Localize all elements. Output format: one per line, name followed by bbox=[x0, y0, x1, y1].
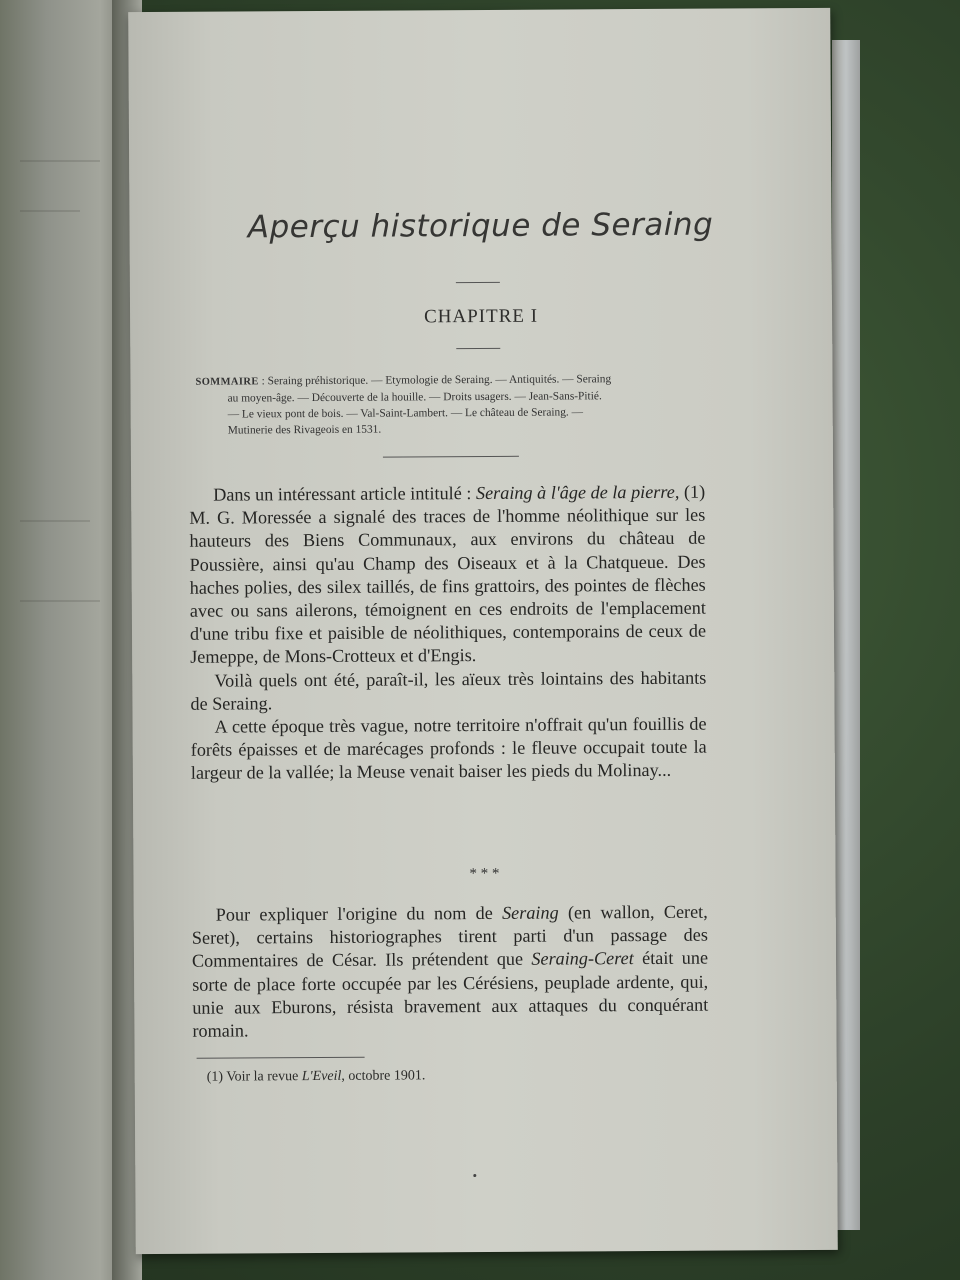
paragraph-text: (1) M. G. Moressée a signalé des traces de l'homme néolithique sur les hauteurs des Biens Communaux, aux environs du château de Poussière, ainsi qu'au Champ des Oiseaux et à la Chatqueue. Des haches polies, des silex taillés, de fins grattoirs, des pointes de flèches avec ou sans ailerons, témoignent en ces endroits de l'emplacement d'une tribu fixe et paisible de néolithiques, contemporains de ceux de Jemeppe, de Mons-Crotteux et d'Engis. bbox=[189, 481, 707, 668]
title-rule bbox=[456, 282, 500, 283]
paragraph-text: était une sorte de place forte occupée par les Cérésiens, peuplade ardente, qui, unie aux Eburons, résista bravement aux attaques du conquérant romain. bbox=[192, 948, 709, 1041]
footnote-text: , octobre 1901. bbox=[341, 1068, 426, 1084]
summary-line: au moyen-âge. — Découverte de la houille. — Droits usagers. — Jean-Sans-Pitié. bbox=[227, 390, 602, 405]
chapter-summary bbox=[195, 371, 701, 439]
paragraph: A cette époque très vague, notre territoire n'offrait qu'un fouillis de forêts épaisses et de marécages profonds : le fleuve occupait toute la largeur de la vallée; la Meuse venait baiser les pieds du Molinay... bbox=[190, 713, 707, 784]
body-text-block bbox=[189, 481, 707, 786]
page-title: Aperçu historique de Seraing bbox=[247, 206, 714, 246]
summary-label: SOMMAIRE bbox=[195, 376, 259, 388]
paragraph-text: Dans un intéressant article intitulé : bbox=[213, 483, 477, 505]
summary-line: Mutinerie des Rivageois en 1531. bbox=[227, 423, 382, 437]
paragraph-text: Pour expliquer l'origine du nom de bbox=[215, 902, 503, 925]
footnote-rule bbox=[197, 1057, 365, 1059]
printer-mark bbox=[473, 1174, 476, 1177]
paragraph bbox=[189, 481, 706, 670]
footnote-italic: L'Eveil bbox=[301, 1068, 342, 1085]
footnote-text: (1) Voir la revue bbox=[206, 1069, 302, 1085]
section-separator: * * * bbox=[469, 865, 500, 883]
book-page bbox=[128, 8, 838, 1254]
summary-line: — Le vieux pont de bois. — Val-Saint-Lambert. — Le château de Seraing. — bbox=[227, 406, 584, 421]
paragraph-italic: Seraing-Ceret bbox=[531, 948, 634, 970]
paragraph-italic: Seraing bbox=[501, 902, 559, 923]
summary-line: : Seraing préhistorique. — Etymologie de Seraing. — Antiquités. — Seraing bbox=[258, 373, 612, 388]
paragraph-text: (en wallon, Ceret, Seret), certains historiographes tirent parti d'un passage des Commentaires de César. Ils prétendent que bbox=[191, 901, 708, 972]
paragraph: Voilà quels ont été, paraît-il, les aïeux très lointains des habitants de Seraing. bbox=[190, 667, 707, 714]
summary-rule bbox=[383, 456, 519, 458]
body-text-block bbox=[192, 901, 709, 1043]
footnote bbox=[207, 1068, 426, 1085]
chapter-heading: CHAPITRE I bbox=[424, 305, 539, 328]
paragraph-italic: Seraing à l'âge de la pierre, bbox=[475, 481, 680, 504]
paragraph bbox=[192, 901, 709, 1043]
chapter-rule bbox=[456, 348, 500, 349]
left-facing-page bbox=[0, 0, 118, 1280]
